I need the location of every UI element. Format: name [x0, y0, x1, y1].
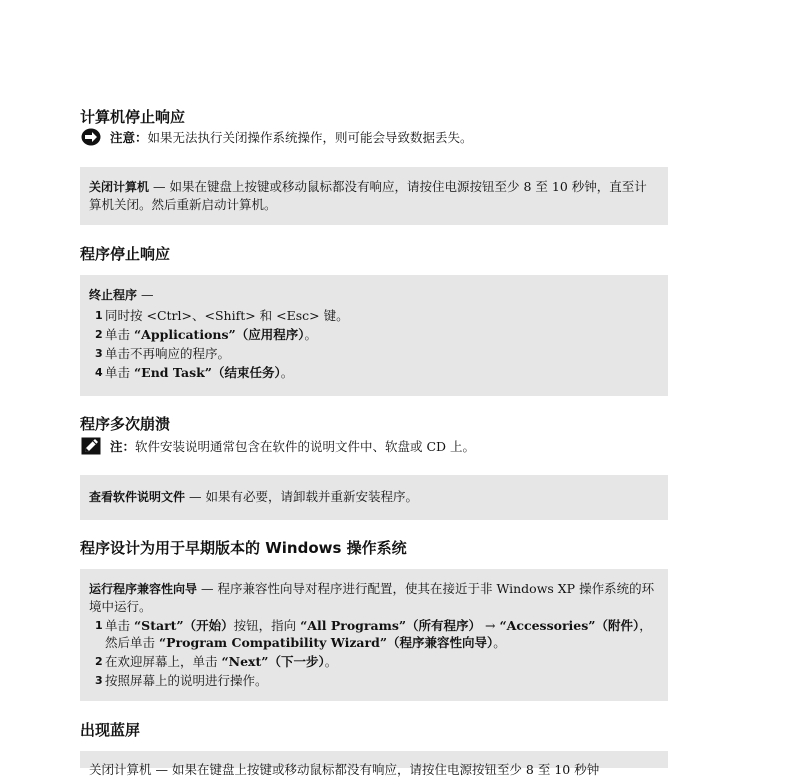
heading-program-crashes: 程序多次崩溃 [80, 415, 171, 433]
step-number: 2 [95, 655, 103, 668]
shutdown-title: 关闭计算机 [89, 180, 150, 194]
step-text: 。 [493, 635, 506, 650]
note-text: 软件安装说明通常包含在软件的说明文件中、软盘或 CD 上。 [135, 439, 476, 454]
heading-blue-screen: 出现蓝屏 [80, 721, 141, 739]
step-bold: “End Task”（结束任务） [133, 365, 281, 380]
step-item [89, 672, 658, 689]
step-item [89, 617, 658, 651]
blue-screen-text: 关闭计算机 — 如果在键盘上按键或移动鼠标都没有响应，请按住电源按钮至少 8 至 10 秒钟 [89, 762, 600, 777]
compat-wizard-title: 运行程序兼容性向导 [89, 582, 198, 596]
step-text: ，然后单击 [105, 618, 652, 650]
step-bold: “Accessories”（附件） [499, 618, 640, 633]
caution-icon [80, 128, 102, 146]
note-label: 注： [110, 439, 136, 454]
step-text: 。 [304, 327, 318, 342]
step-number: 3 [95, 347, 103, 360]
step-text: 。 [324, 654, 338, 669]
dash: — [189, 489, 202, 504]
note-pencil-icon [80, 437, 102, 455]
dash: — [153, 179, 166, 194]
step-text: 同时按 <Ctrl>、<Shift> 和 <Esc> 键。 [105, 308, 349, 323]
step-bold: “Applications”（应用程序） [133, 327, 305, 342]
step-bold: “Program Compatibility Wizard”（程序兼容性向导） [158, 635, 494, 650]
step-item [89, 326, 658, 343]
end-program-steps [89, 307, 658, 381]
check-docs-box [80, 475, 668, 520]
check-docs-title: 查看软件说明文件 [89, 490, 186, 504]
check-docs-text: 如果有必要，请卸载并重新安装程序。 [205, 489, 419, 504]
step-text: 单击 [105, 365, 134, 380]
step-item [89, 307, 658, 324]
step-number: 1 [95, 309, 103, 322]
step-text: 在欢迎屏幕上，单击 [105, 654, 222, 669]
shutdown-box [80, 167, 668, 225]
info-note [80, 437, 475, 455]
step-bold: “Next”（下一步） [221, 654, 325, 669]
step-bold: “Start”（开始） [133, 618, 234, 633]
end-program-title: 终止程序 [89, 288, 138, 302]
compat-wizard-box [80, 569, 668, 701]
step-text: 单击 [105, 618, 134, 633]
caution-text: 如果无法执行关闭操作系统操作，则可能会导致数据丢失。 [147, 130, 473, 145]
step-text: 单击不再响应的程序。 [105, 346, 231, 361]
step-item [89, 345, 658, 362]
step-text: 按钮，指向 [233, 618, 301, 633]
step-text: 单击 [105, 327, 134, 342]
step-number: 4 [95, 366, 103, 379]
caution-note [80, 128, 473, 146]
caution-label: 注意： [110, 130, 148, 145]
heading-older-windows: 程序设计为用于早期版本的 Windows 操作系统 [80, 539, 407, 557]
heading-program-not-responding: 程序停止响应 [80, 245, 171, 263]
compat-wizard-text: 程序兼容性向导对程序进行配置，使其在接近于非 Windows XP 操作系统的环境中运行。 [89, 581, 655, 614]
step-item [89, 364, 658, 381]
step-item [89, 653, 658, 670]
step-number: 3 [95, 674, 103, 687]
dash: — [141, 287, 154, 302]
step-text: 。 [280, 365, 294, 380]
step-number: 1 [95, 619, 103, 632]
dash: — [201, 581, 214, 596]
shutdown-text: 如果在键盘上按键或移动鼠标都没有响应，请按住电源按钮至少 8 至 10 秒钟，直至计算机关闭。然后重新启动计算机。 [89, 179, 647, 212]
step-bold: “All Programs”（所有程序） [300, 618, 482, 633]
arrow-text: → [481, 618, 500, 633]
compat-wizard-steps [89, 617, 658, 689]
blue-screen-box [80, 751, 668, 777]
step-text: 按照屏幕上的说明进行操作。 [105, 673, 268, 688]
step-number: 2 [95, 328, 103, 341]
end-program-box [80, 275, 668, 396]
heading-computer-not-responding: 计算机停止响应 [80, 108, 186, 126]
